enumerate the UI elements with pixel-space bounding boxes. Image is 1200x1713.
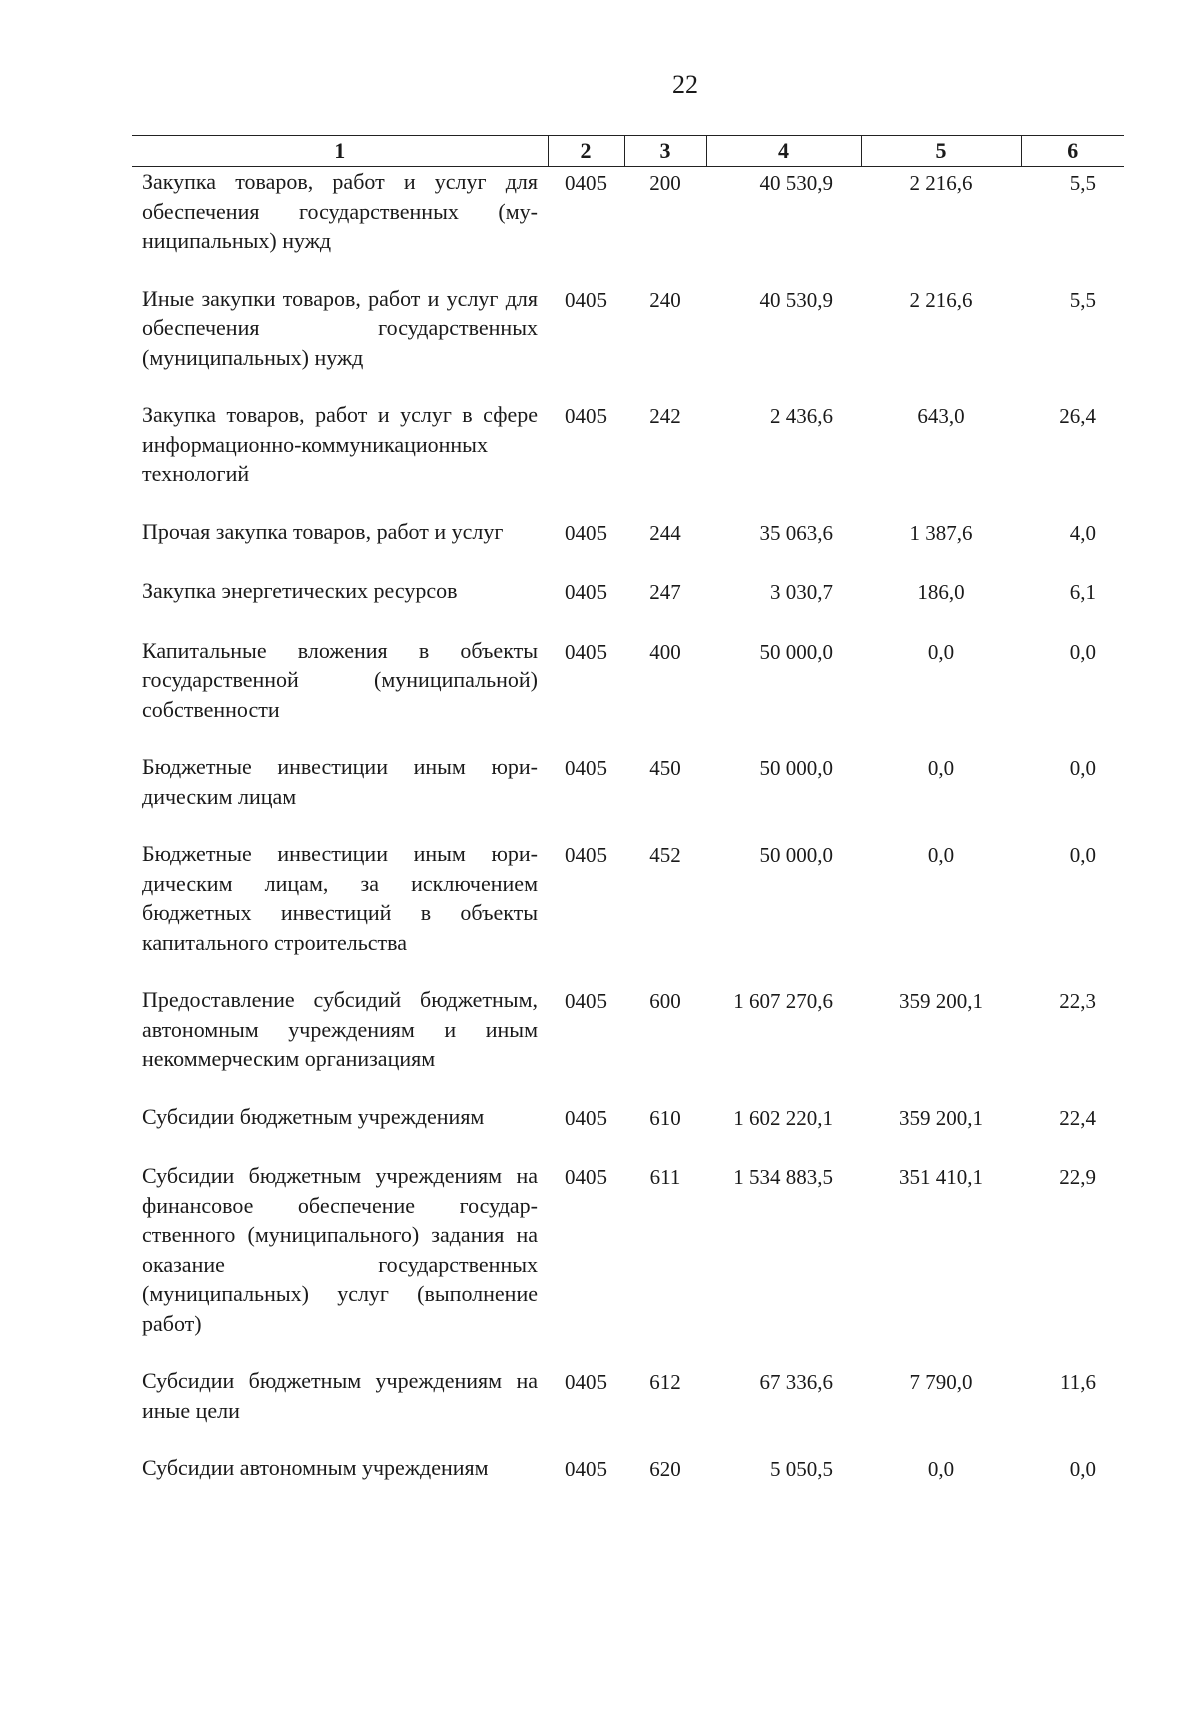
row-spacer xyxy=(132,1074,1124,1102)
column-header: 1 xyxy=(132,136,548,167)
table-row xyxy=(132,1366,1124,1425)
executed-amount-cell: 186,0 xyxy=(917,580,965,604)
budget-table-container xyxy=(132,135,1124,1485)
expense-type-cell: 400 xyxy=(649,639,681,664)
table-row xyxy=(132,576,1124,608)
column-header: 3 xyxy=(624,136,706,167)
executed-amount-cell: 2 216,6 xyxy=(909,171,973,195)
expense-type-cell: 244 xyxy=(649,520,681,545)
percent-cell: 11,6 xyxy=(1060,1370,1096,1394)
item-name-cell: Закупка энергетических ресурсов xyxy=(142,578,458,603)
percent-cell: 0,0 xyxy=(1069,756,1096,780)
planned-amount-cell: 40 530,9 xyxy=(759,171,833,195)
table-body xyxy=(132,167,1124,1485)
row-spacer-cell xyxy=(132,1338,1124,1366)
section-code-cell: 0405 xyxy=(565,1105,607,1130)
row-spacer-cell xyxy=(132,489,1124,517)
item-name-cell: Субсидии бюджетным учреждениям на иные цели xyxy=(142,1368,538,1423)
item-name-cell: Предоставление субсидий бюджетным, автономным учреждениям и иным некоммерческим организациям xyxy=(142,987,538,1071)
percent-cell: 4,0 xyxy=(1069,520,1096,545)
column-header: 6 xyxy=(1021,136,1124,167)
executed-amount-cell: 7 790,0 xyxy=(909,1370,973,1394)
executed-amount-cell: 2 216,6 xyxy=(909,287,973,312)
row-spacer xyxy=(132,608,1124,636)
executed-amount-cell: 0,0 xyxy=(927,756,955,780)
row-spacer xyxy=(132,724,1124,752)
item-name-cell: Субсидии бюджетным учреждениям на финансовое обеспечение государственного (муниципального) задания на оказание государственных (муниципальных) услуг (выполнение работ) xyxy=(142,1163,538,1336)
percent-cell: 5,5 xyxy=(1069,287,1096,312)
column-header: 2 xyxy=(548,136,624,167)
planned-amount-cell: 1 602 220,1 xyxy=(733,1105,833,1130)
percent-cell: 26,4 xyxy=(1059,404,1096,428)
table-row xyxy=(132,167,1124,256)
expense-type-cell: 240 xyxy=(649,287,681,312)
executed-amount-cell: 643,0 xyxy=(917,404,965,428)
row-spacer-cell xyxy=(132,1425,1124,1453)
row-spacer xyxy=(132,372,1124,400)
section-code-cell: 0405 xyxy=(565,1165,607,1189)
row-spacer-cell xyxy=(132,372,1124,400)
header-row xyxy=(132,136,1124,167)
executed-amount-cell: 1 387,6 xyxy=(909,520,973,545)
planned-amount-cell: 3 030,7 xyxy=(770,580,833,604)
section-code-cell: 0405 xyxy=(565,287,607,312)
executed-amount-cell: 359 200,1 xyxy=(899,989,983,1013)
column-header: 5 xyxy=(861,136,1021,167)
row-spacer xyxy=(132,1133,1124,1161)
expense-type-cell: 200 xyxy=(649,171,681,195)
section-code-cell: 0405 xyxy=(565,639,607,664)
table-row xyxy=(132,636,1124,725)
row-spacer xyxy=(132,256,1124,284)
column-header: 4 xyxy=(706,136,861,167)
executed-amount-cell: 0,0 xyxy=(927,843,955,867)
expense-type-cell: 612 xyxy=(649,1370,681,1394)
planned-amount-cell: 50 000,0 xyxy=(759,843,833,867)
table-row xyxy=(132,1161,1124,1338)
row-spacer-cell xyxy=(132,1133,1124,1161)
page-number: 22 xyxy=(672,70,698,99)
executed-amount-cell: 0,0 xyxy=(927,639,955,664)
item-name-cell: Закупка товаров, работ и услуг в сфере информационно-коммуникационных технологий xyxy=(142,402,538,486)
percent-cell: 22,4 xyxy=(1059,1105,1096,1130)
table-row xyxy=(132,1453,1124,1485)
row-spacer-cell xyxy=(132,1074,1124,1102)
planned-amount-cell: 67 336,6 xyxy=(759,1370,833,1394)
item-name-cell: Иные закупки товаров, работ и услуг для обеспечения государственных (муниципальных) нужд xyxy=(142,285,538,370)
section-code-cell: 0405 xyxy=(565,1457,607,1481)
section-code-cell: 0405 xyxy=(565,756,607,780)
expense-type-cell: 600 xyxy=(649,989,681,1013)
row-spacer xyxy=(132,1425,1124,1453)
row-spacer xyxy=(132,548,1124,576)
expense-type-cell: 611 xyxy=(649,1165,681,1189)
planned-amount-cell: 40 530,9 xyxy=(759,287,833,312)
planned-amount-cell: 1 607 270,6 xyxy=(733,989,833,1013)
percent-cell: 5,5 xyxy=(1069,171,1096,195)
row-spacer xyxy=(132,1338,1124,1366)
percent-cell: 6,1 xyxy=(1069,580,1096,604)
section-code-cell: 0405 xyxy=(565,404,607,428)
expense-type-cell: 452 xyxy=(649,843,681,867)
table-row xyxy=(132,400,1124,489)
item-name-cell: Субсидии автономным учреждениям xyxy=(142,1455,489,1480)
item-name-cell: Закупка товаров, работ и услуг для обеспечения государственных (муниципальных) нужд xyxy=(142,169,538,253)
row-spacer-cell xyxy=(132,608,1124,636)
section-code-cell: 0405 xyxy=(565,843,607,867)
planned-amount-cell: 50 000,0 xyxy=(759,639,833,664)
expense-type-cell: 450 xyxy=(649,756,681,780)
expense-type-cell: 620 xyxy=(649,1457,681,1481)
executed-amount-cell: 351 410,1 xyxy=(899,1165,983,1189)
row-spacer-cell xyxy=(132,811,1124,839)
executed-amount-cell: 359 200,1 xyxy=(899,1105,983,1130)
planned-amount-cell: 5 050,5 xyxy=(770,1457,833,1481)
section-code-cell: 0405 xyxy=(565,580,607,604)
percent-cell: 22,3 xyxy=(1059,989,1096,1013)
planned-amount-cell: 1 534 883,5 xyxy=(733,1165,833,1189)
section-code-cell: 0405 xyxy=(565,989,607,1013)
section-code-cell: 0405 xyxy=(565,520,607,545)
table-row xyxy=(132,985,1124,1074)
item-name-cell: Бюджетные инвестиции иным юридическим лицам, за исключением бюджетных инвестиций в объекты капитального строительства xyxy=(142,841,538,955)
expense-type-cell: 247 xyxy=(649,580,681,604)
item-name-cell: Капитальные вложения в объекты государственной (муниципальной) собственности xyxy=(142,637,538,722)
item-name-cell: Бюджетные инвестиции иным юридическим лицам xyxy=(142,754,538,809)
item-name-cell: Прочая закупка товаров, работ и услуг xyxy=(142,518,504,544)
percent-cell: 22,9 xyxy=(1059,1165,1096,1189)
table-row xyxy=(132,1102,1124,1134)
percent-cell: 0,0 xyxy=(1069,1457,1096,1481)
percent-cell: 0,0 xyxy=(1069,639,1096,664)
budget-table xyxy=(132,135,1124,1485)
table-row xyxy=(132,839,1124,957)
expense-type-cell: 242 xyxy=(649,404,681,428)
item-name-cell: Субсидии бюджетным учреждениям xyxy=(142,1103,485,1129)
section-code-cell: 0405 xyxy=(565,1370,607,1394)
percent-cell: 0,0 xyxy=(1069,843,1096,867)
row-spacer-cell xyxy=(132,957,1124,985)
row-spacer xyxy=(132,811,1124,839)
executed-amount-cell: 0,0 xyxy=(927,1457,955,1481)
row-spacer-cell xyxy=(132,256,1124,284)
row-spacer xyxy=(132,957,1124,985)
expense-type-cell: 610 xyxy=(649,1105,681,1130)
section-code-cell: 0405 xyxy=(565,171,607,195)
planned-amount-cell: 2 436,6 xyxy=(770,404,833,428)
table-row xyxy=(132,517,1124,549)
planned-amount-cell: 35 063,6 xyxy=(759,520,833,545)
row-spacer xyxy=(132,489,1124,517)
table-row xyxy=(132,752,1124,811)
table-row xyxy=(132,284,1124,373)
planned-amount-cell: 50 000,0 xyxy=(759,756,833,780)
row-spacer-cell xyxy=(132,548,1124,576)
row-spacer-cell xyxy=(132,724,1124,752)
